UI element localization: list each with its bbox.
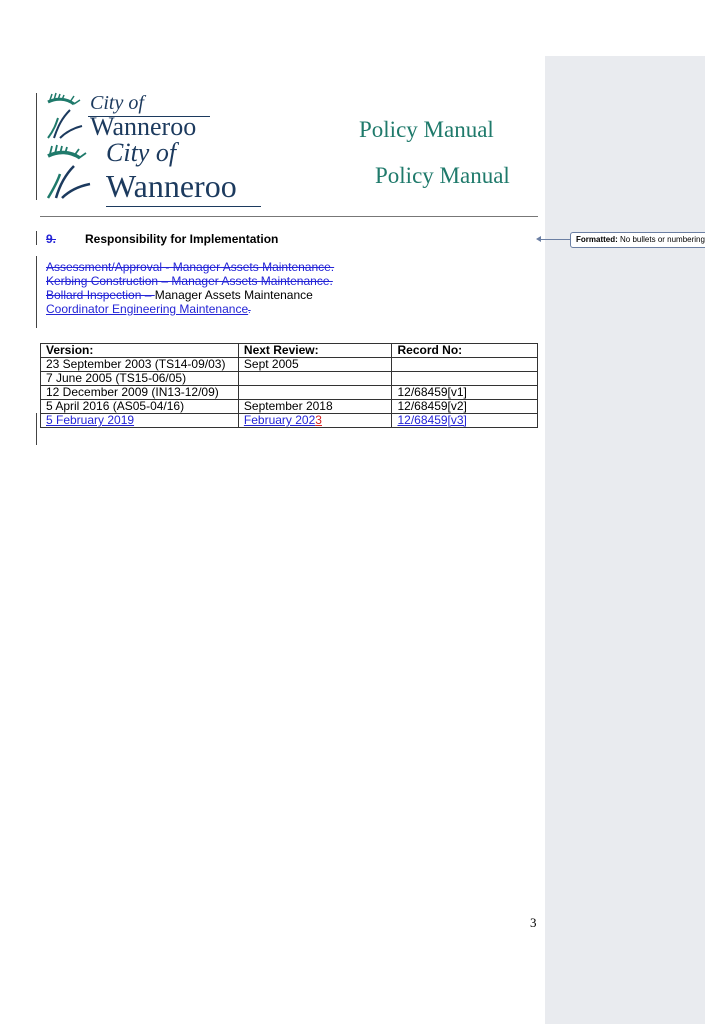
deleted-text: Assessment/Approval - Manager Assets Maintenance.: [46, 260, 335, 274]
deleted-text: .: [248, 305, 251, 315]
page-number: 3: [530, 915, 537, 930]
change-bar: [36, 256, 37, 328]
header-divider: [40, 216, 538, 217]
markup-pane: [545, 56, 705, 1024]
change-bar: [36, 413, 37, 445]
header-title-old: Policy Manual: [359, 117, 494, 142]
comment-connector: [540, 239, 570, 240]
logo-old-city: City of: [90, 92, 144, 114]
record-cell: [392, 358, 538, 372]
deleted-text: Kerbing Construction – Manager Assets Maintenance.: [46, 274, 333, 288]
record-cell: 12/68459[v1]: [392, 386, 538, 400]
comment-label: Formatted:: [576, 235, 618, 244]
column-header: Next Review:: [238, 344, 392, 358]
responsibility-line: [46, 260, 334, 274]
section-title: Responsibility for Implementation: [85, 232, 279, 246]
record-cell: 12/68459[v2]: [392, 400, 538, 414]
review-cell: [238, 372, 392, 386]
version-cell: 5 February 2019: [41, 414, 239, 428]
responsibility-line: [46, 288, 334, 302]
logo-new-city: City of: [106, 138, 177, 167]
formatting-comment[interactable]: [570, 232, 705, 248]
review-cell: September 2018: [238, 400, 392, 414]
review-cell: February 2023: [238, 414, 392, 428]
logo-old-name: Wanneroo: [90, 112, 197, 141]
table-row: [41, 386, 538, 400]
deleted-text: Bollard Inspection –: [46, 288, 155, 302]
table-row: [41, 400, 538, 414]
inserted-text: Coordinator Engineering Maintenance: [46, 302, 249, 316]
record-cell: 12/68459[v3]: [392, 414, 538, 428]
section-number: 9.: [46, 232, 57, 246]
kangaroo-paw-icon: [44, 92, 84, 140]
change-bar: [36, 231, 37, 245]
logo-new-name: Wanneroo: [106, 168, 237, 204]
version-cell: 7 June 2005 (TS15-06/05): [41, 372, 239, 386]
record-cell: [392, 372, 538, 386]
comment-text: No bullets or numbering: [620, 235, 705, 244]
kept-text: Manager Assets Maintenance: [154, 288, 313, 302]
version-cell: 5 April 2016 (AS05-04/16): [41, 400, 239, 414]
table-row-inserted: [41, 414, 538, 428]
column-header: Version:: [41, 344, 239, 358]
table-row: [41, 358, 538, 372]
version-cell: 23 September 2003 (TS14-09/03): [41, 358, 239, 372]
review-cell: [238, 386, 392, 400]
table-header-row: [41, 344, 538, 358]
table-row: [41, 372, 538, 386]
kangaroo-paw-icon: [44, 144, 92, 200]
responsibility-line: [46, 302, 334, 317]
column-header: Record No:: [392, 344, 538, 358]
version-cell: 12 December 2009 (IN13-12/09): [41, 386, 239, 400]
header-title-new: Policy Manual: [375, 163, 510, 188]
version-table: [40, 343, 538, 428]
responsibility-list: [46, 260, 334, 317]
change-bar: [36, 93, 37, 200]
review-cell: Sept 2005: [238, 358, 392, 372]
responsibility-line: [46, 274, 334, 288]
